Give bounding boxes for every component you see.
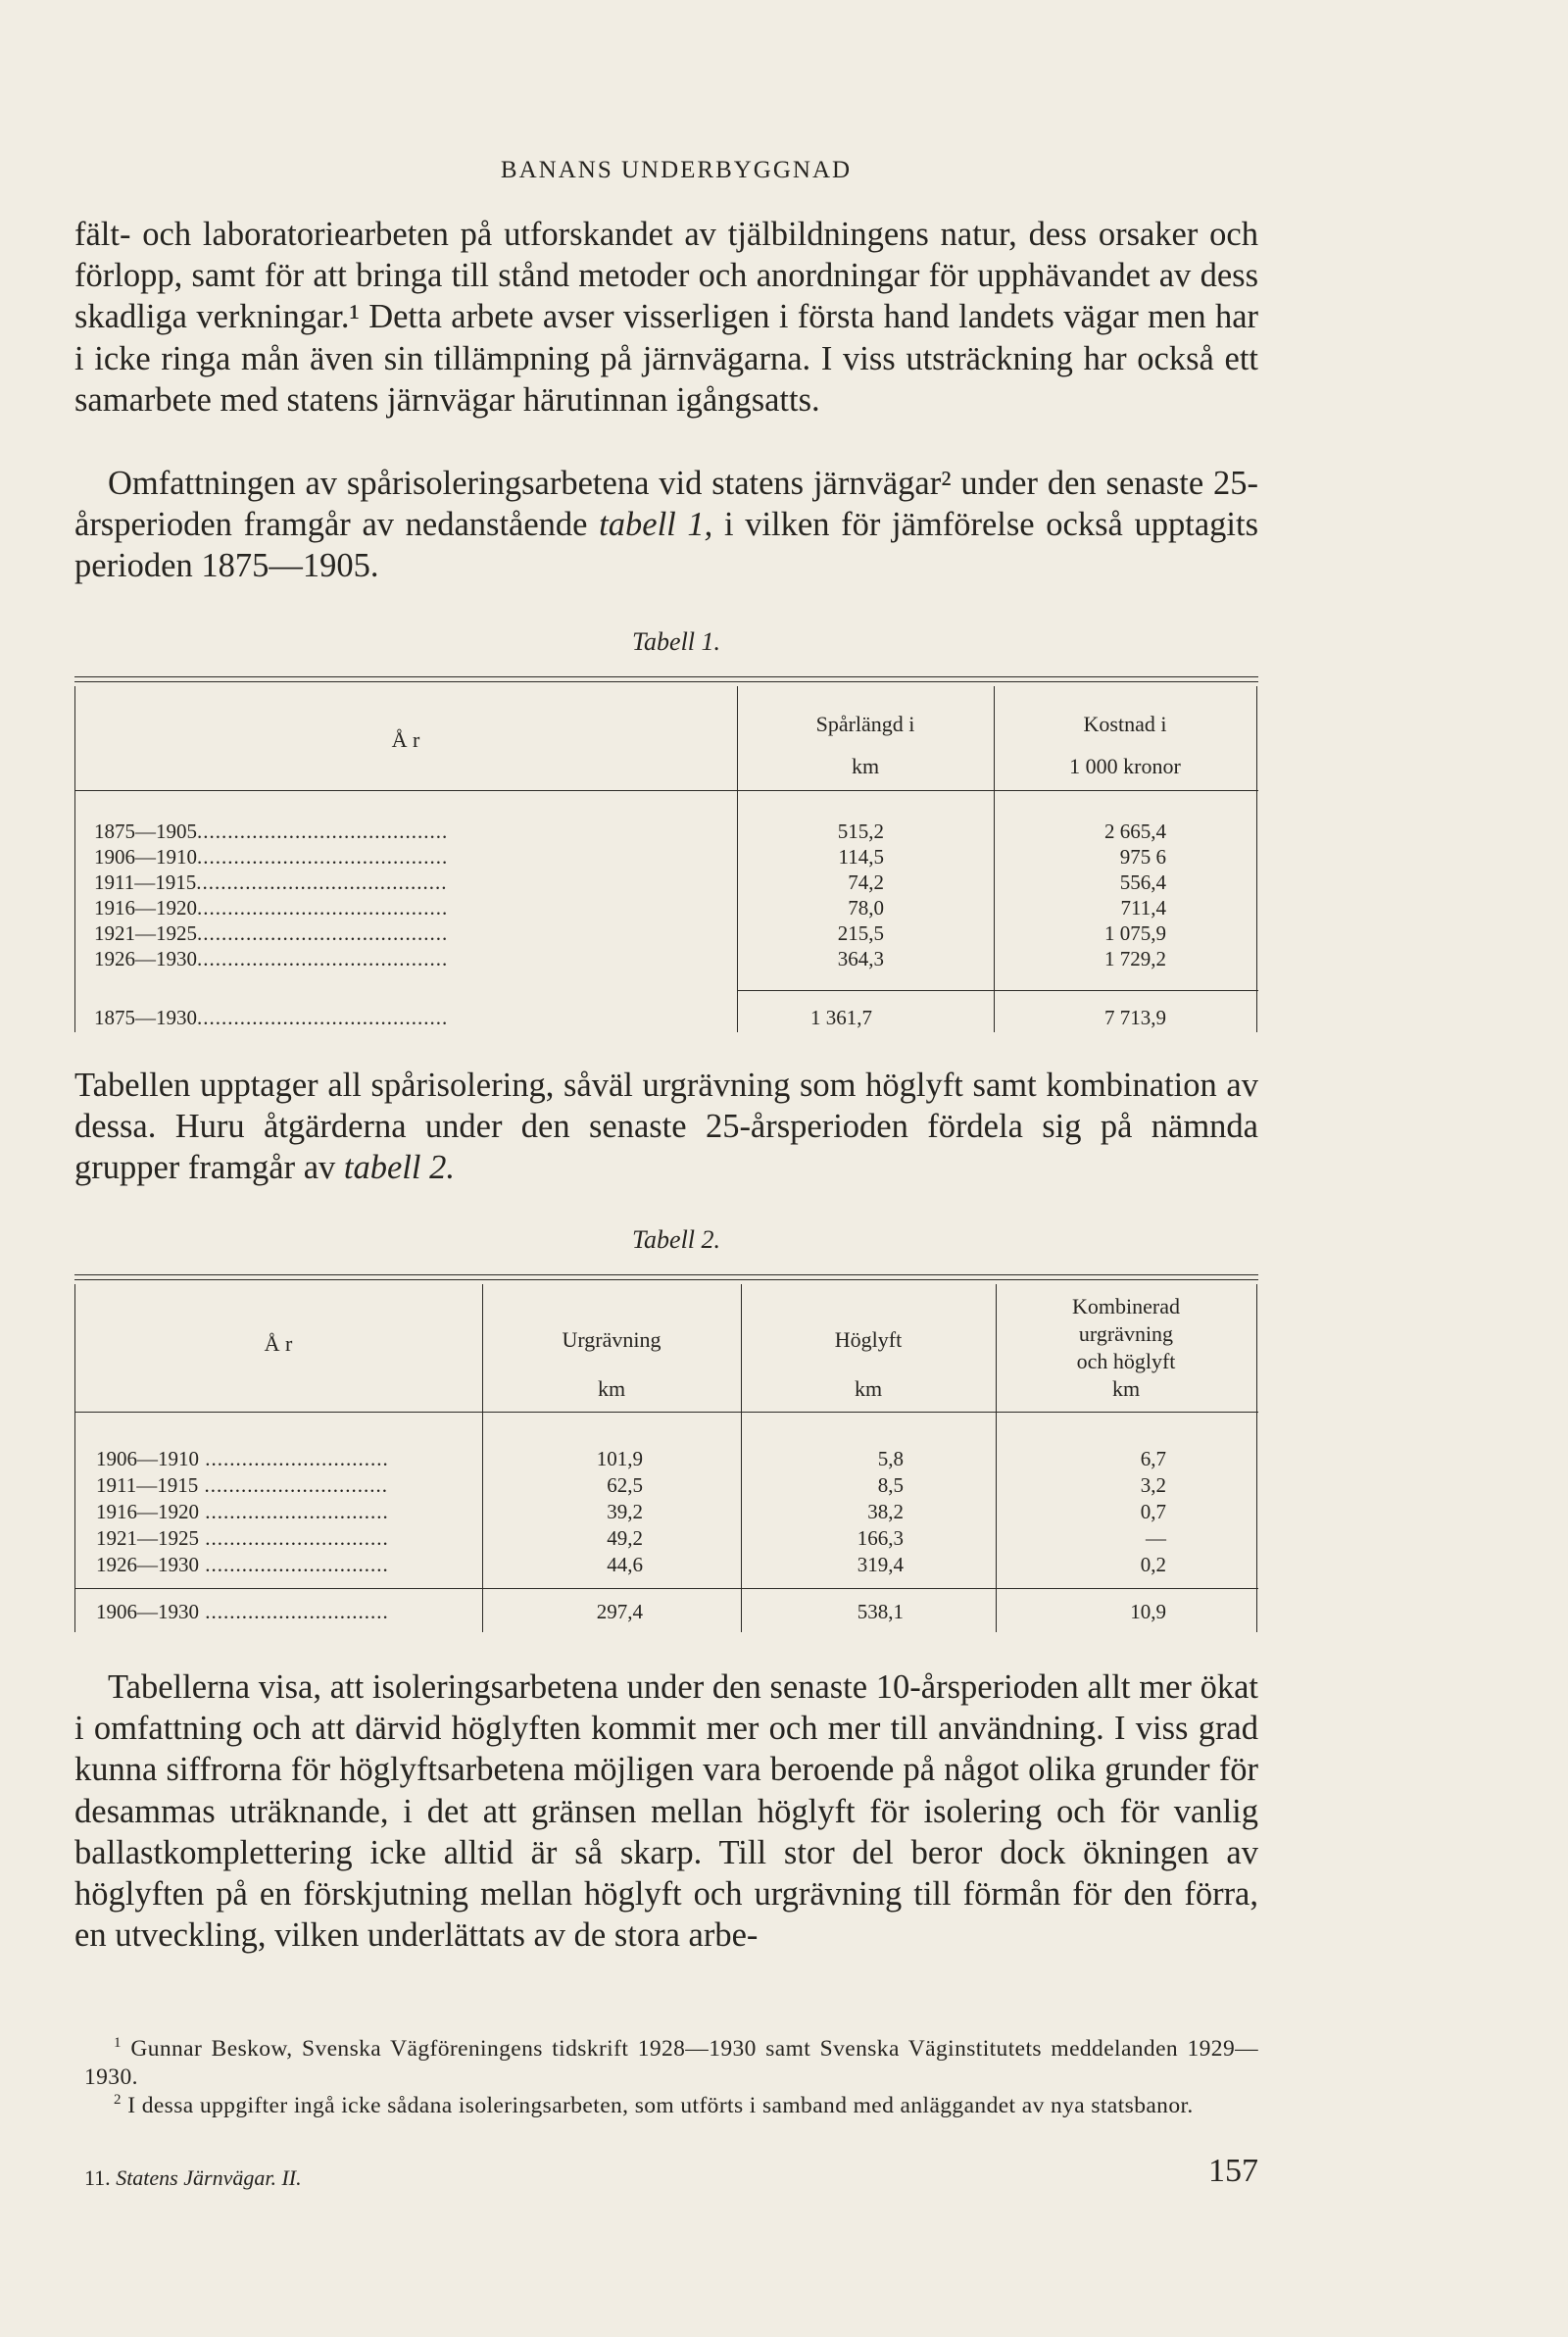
table-2-caption: Tabell 2. xyxy=(631,1225,721,1254)
t1-cost: 975 6 xyxy=(1119,845,1166,869)
t2-lift: 5,8 xyxy=(877,1447,904,1470)
t2-header-combined-unit: km xyxy=(1111,1376,1141,1401)
t1-period: 1916—1920 xyxy=(94,896,197,920)
t2-total-combined: 10,9 xyxy=(1130,1600,1166,1623)
t2-header-lift: Höglyft xyxy=(834,1327,903,1352)
table-2-top-rule xyxy=(74,1274,1258,1280)
t1-header-length-unit: km xyxy=(851,754,880,778)
page-number: 157 xyxy=(1208,2153,1258,2189)
t2-excavation: 62,5 xyxy=(607,1473,643,1497)
t1-total-cost: 7 713,9 xyxy=(1104,1006,1166,1029)
t1-header-cost: Kostnad i xyxy=(1083,712,1167,736)
t2-excavation: 49,2 xyxy=(607,1526,643,1550)
t2-combined: 0,7 xyxy=(1140,1500,1166,1523)
t1-header-year: Å r xyxy=(391,727,420,752)
t1-length: 78,0 xyxy=(848,896,884,920)
t2-total-lift: 538,1 xyxy=(857,1600,904,1623)
t2-header-year: Å r xyxy=(264,1331,293,1356)
t2-combined: 6,7 xyxy=(1140,1447,1166,1470)
footnote-1: $^1$ Gunnar Beskow, Svenska Vägföreningens tidskrift 1928—1930 samt Svenska Väginstitutets meddelanden 1929—1930. xyxy=(84,2035,1259,2090)
t1-length: 364,3 xyxy=(837,947,884,970)
t2-excavation: 44,6 xyxy=(607,1553,643,1576)
footer-series: Statens Järnvägar. II. xyxy=(116,2165,302,2190)
t2-lift: 38,2 xyxy=(867,1500,904,1523)
t1-header-length: Spårlängd i xyxy=(815,712,915,736)
t2-header-combined-2: urgrävning xyxy=(1078,1321,1174,1346)
t2-header-combined-3: och höglyft xyxy=(1076,1349,1176,1373)
table-1-header-rule xyxy=(74,790,1258,791)
t2-lift: 8,5 xyxy=(877,1473,904,1497)
paragraph-2: Omfattningen av spårisoleringsarbetena vid statens järnvägar² under den senaste 25-årsperioden framgår av nedanstående tabell 1, i vilken för jämförelse också upptagits perioden 1875—1905. xyxy=(74,465,1258,585)
t2-period: 1906—1910 xyxy=(96,1447,199,1470)
t1-cost: 2 665,4 xyxy=(1104,820,1166,843)
t1-period: 1911—1915 xyxy=(94,870,197,894)
footnote-2: $^2$ I dessa uppgifter ingå icke sådana isoleringsarbeten, som utförts i samband med anläggandet av nya statsbanor. xyxy=(114,2092,1194,2118)
paragraph-3: Tabellen upptager all spårisolering, såväl urgrävning som höglyft samt kombination av dessa. Huru åtgärderna under den senaste 25-årsperioden fördela sig på nämnda grupper framgår av tabell 2. xyxy=(74,1067,1258,1187)
t2-period: 1911—1915 xyxy=(96,1473,199,1497)
table-1-reference: tabell 1, xyxy=(599,506,713,544)
t2-lift: 319,4 xyxy=(857,1553,904,1576)
t1-length: 74,2 xyxy=(848,870,884,894)
t2-header-lift-unit: km xyxy=(854,1376,883,1401)
footnote-1-mark: 1 xyxy=(114,2035,122,2051)
paragraph-1: fält- och laboratoriearbeten på utforskandet av tjälbildningens natur, dess orsaker och förlopp, samt för att bringa till stånd metoder och anordningar för upphävandet av dess skadliga verkningar.¹ Detta arbete avser visserligen i första hand landets vägar men har i icke ringa mån även sin tillämpning på järnvägarna. I viss utsträckning har också ett samarbete med statens järnvägar härutinnan igångsatts. xyxy=(74,216,1258,419)
t1-period: 1926—1930 xyxy=(94,947,197,970)
t2-combined: — xyxy=(1146,1526,1166,1550)
t2-combined: 3,2 xyxy=(1140,1473,1166,1497)
footer-signature: 11. Statens Järnvägar. II. xyxy=(84,2165,302,2190)
t1-length: 515,2 xyxy=(837,820,884,843)
t1-cost: 1 075,9 xyxy=(1104,921,1166,945)
t2-excavation: 101,9 xyxy=(596,1447,643,1470)
table-1-total-rule xyxy=(737,990,1258,991)
t1-period: 1906—1910 xyxy=(94,845,197,869)
t2-header-combined: Kombinerad xyxy=(1072,1294,1180,1318)
t1-period: 1875—1905 xyxy=(94,820,197,843)
t1-length: 215,5 xyxy=(837,921,884,945)
t2-header-excavation: Urgrävning xyxy=(562,1327,662,1352)
table-1-caption: Tabell 1. xyxy=(631,627,721,656)
t2-total-period: 1906—1930 xyxy=(96,1600,199,1623)
t2-period: 1926—1930 xyxy=(96,1553,199,1576)
t1-total-period: 1875—1930 xyxy=(94,1006,197,1029)
t1-length: 114,5 xyxy=(838,845,884,869)
t1-total-length: 1 361,7 xyxy=(810,1006,872,1029)
paragraph-4: Tabellerna visa, att isoleringsarbetena under den senaste 10-årsperioden allt mer ökat i omfattning och att därvid höglyften kommit mer och mer till användning. I viss grad kunna siffrorna för höglyftsarbetena möjligen vara beroende på något olika grunder för desammas uträknande, i det att gränsen mellan höglyft för isolering och för vanlig ballastkomplettering icke alltid är så skarp. Till stor del beror dock ökningen av höglyften på en förskjutning mellan höglyft och urgrävning till förmån för den förra, en utveckling, vilken underlättats av de stora arbe- xyxy=(74,1668,1258,1955)
t1-header-cost-unit: 1 000 kronor xyxy=(1069,754,1181,778)
table-1-top-rule xyxy=(74,676,1258,682)
t2-period: 1921—1925 xyxy=(96,1526,199,1550)
t2-lift: 166,3 xyxy=(857,1526,904,1550)
t2-period: 1916—1920 xyxy=(96,1500,199,1523)
t2-excavation: 39,2 xyxy=(607,1500,643,1523)
t1-cost: 711,4 xyxy=(1120,896,1166,920)
book-page: BANANS UNDERBYGGNAD fält- och laboratoriearbeten på utforskandet av tjälbildningens natur, dess orsaker och förlopp, samt för att bringa till stånd metoder och anordningar för upphävandet av dess skadliga verkningar.¹ Detta arbete avser visserligen i första hand landets vägar men har i icke ringa mån även sin tillämpning på järnvägarna. I viss utsträckning har också ett samarbete med statens järnvägar härutinnan igångsatts. Omfattningen av spårisoleringsarbetena vid statens järnvägar² under den senaste 25-årsperioden framgår av nedanstående tabell 1, i vilken för jämförelse också upptagits perioden 1875—1905. Tabell 1. Å r Spårlängd i km Kostnad i 1 000 kronor 1875—1905......................................... 515,2 2 665,4 1906—1910......................................... 114,5 975 6 1911—1915......................................... 74,2 556,4 1916—1920......................................... 78,0 711,4 1921—1925......................................... 215,5 1 075,9 1926—1930......................................... 364,3 1 729,2 1875—1930......................................... 1 361,7 7 713,9 Tabellen upptager all spårisolering, såväl urgrävning som höglyft samt kombination av dessa. Huru åtgärderna under den senaste 25-årsperioden fördela sig på nämnda grupper framgår av tabell 2. Tabell 2. Å r Urgrävning km Höglyft km Kombinerad urgrävning och höglyft km 1906—1910 .............................. 101,9 5,8 6,7 1911—1915 .............................. 62,5 8,5 3,2 1916—1920 .............................. 39,2 38,2 0,7 1921—1925 .............................. 49,2 166,3 — 1926—1930 .............................. 44,6 319,4 0,2 1906—1930 .............................. 297,4 538,1 10,9 Tabellerna visa, att isoleringsarbetena under den senaste 10-årsperioden allt mer ökat i omfattning och att därvid höglyften kommit mer och mer till användning. I viss grad kunna siffrorna för höglyftsarbetena möjligen vara beroende på något olika grunder för desammas uträknande, i det att gränsen mellan höglyft för isolering och för vanlig ballastkomplettering icke alltid är så skarp. Till stor del beror dock ökningen av höglyften på en förskjutning mellan höglyft och urgrävning till förmån för den förra, en utveckling, vilken underlättats av de stora arbe- $^1$ Gunnar Beskow, Svenska Vägföreningens tidskrift 1928—1930 samt Svenska Väginstitutets meddelanden 1929—1930. $^2$ I dessa uppgifter ingå icke sådana isoleringsarbeten, som utförts i samband med anläggandet av nya statsbanor. 11. Statens Järnvägar. II. 157 xyxy=(0,0,1568,2337)
t2-header-excavation-unit: km xyxy=(597,1376,626,1401)
t1-cost: 1 729,2 xyxy=(1104,947,1166,970)
running-head: BANANS UNDERBYGGNAD xyxy=(500,157,853,183)
t1-cost: 556,4 xyxy=(1119,870,1166,894)
t2-combined: 0,2 xyxy=(1140,1553,1166,1576)
table-2-reference: tabell 2. xyxy=(343,1149,455,1187)
table-2-header-rule xyxy=(74,1412,1258,1413)
t2-total-excavation: 297,4 xyxy=(596,1600,643,1623)
footnote-2-mark: 2 xyxy=(114,2092,122,2108)
t1-period: 1921—1925 xyxy=(94,921,197,945)
table-2-total-rule xyxy=(74,1588,1258,1589)
